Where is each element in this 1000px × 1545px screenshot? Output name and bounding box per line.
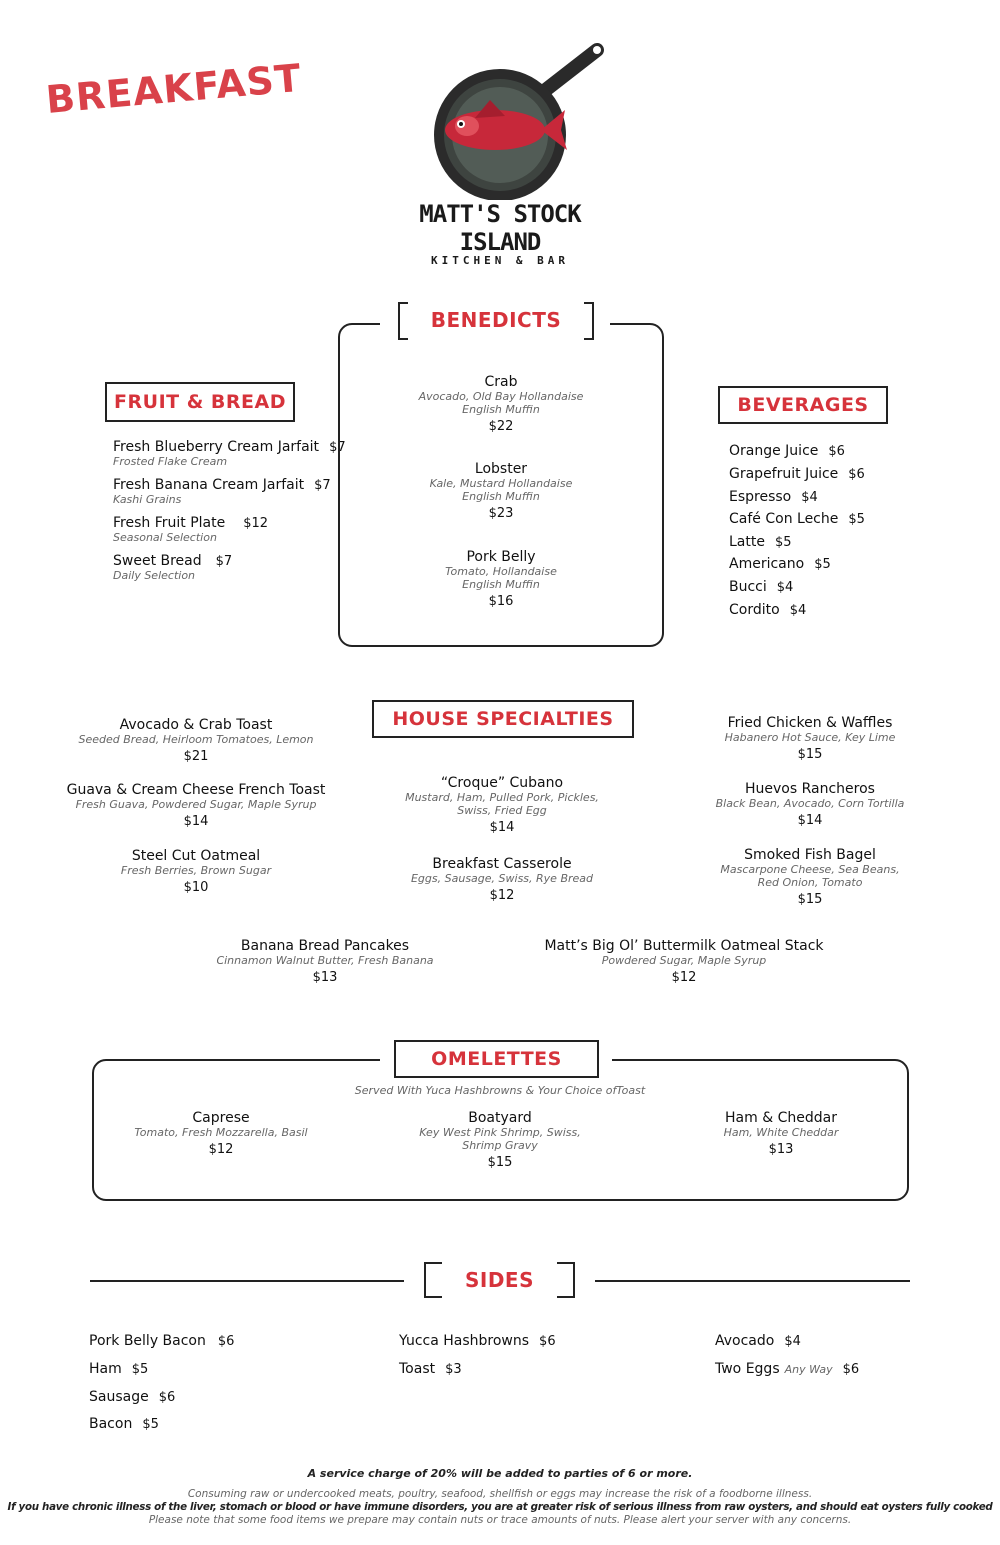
menu-item: Smoked Fish Bagel Mascarpone Cheese, Sea Beans, Red Onion, Tomato $15: [720, 847, 900, 907]
breakfast-stamp: BREAKFAST: [44, 55, 304, 122]
list-item: Espresso $4: [729, 489, 818, 505]
menu-item: Steel Cut Oatmeal Fresh Berries, Brown Sugar $10: [120, 848, 272, 895]
bracket-right: [584, 302, 594, 340]
list-item: Fresh Fruit Plate $12 Seasonal Selection: [113, 515, 269, 544]
sides-title: SIDES: [464, 1268, 534, 1292]
menu-item: “Croque” Cubano Mustard, Ham, Pulled Pork, Pickles, Swiss, Fried Egg $14: [405, 775, 599, 835]
house-specialties-heading-box: [372, 700, 634, 738]
oyster-warning: If you have chronic illness of the liver, stomach or blood or have immune disorders, you are at greater risk of serious illness from raw oysters, and should eat oysters fully cooked: [7, 1501, 993, 1513]
beverages-title: BEVERAGES: [737, 394, 869, 416]
list-item: Americano $5: [729, 556, 831, 572]
menu-item: Matt’s Big Ol’ Buttermilk Oatmeal Stack Powdered Sugar, Maple Syrup $12: [544, 938, 824, 985]
list-item: Bucci $4: [729, 579, 794, 595]
nut-warning: Please note that some food items we prepare may contain nuts or trace amounts of nuts. Please alert your server with any concerns.: [148, 1514, 852, 1526]
list-item: Fresh Banana Cream Jarfait $7 Kashi Grains: [113, 477, 331, 506]
benedicts-title: BENEDICTS: [430, 308, 562, 332]
menu-item: Avocado & Crab Toast Seeded Bread, Heirloom Tomatoes, Lemon $21: [78, 717, 314, 764]
list-item: Ham $5: [89, 1361, 149, 1377]
bracket-left: [398, 302, 408, 340]
list-item: Bacon $5: [89, 1416, 159, 1432]
skillet-logo: [425, 40, 615, 200]
menu-item: Fried Chicken & Waffles Habanero Hot Sauce, Key Lime $15: [724, 715, 896, 762]
list-item: Grapefruit Juice $6: [729, 466, 865, 482]
menu-item: Guava & Cream Cheese French Toast Fresh Guava, Powdered Sugar, Maple Syrup $14: [66, 782, 326, 829]
fruit-bread-title: FRUIT & BREAD: [114, 391, 286, 413]
menu-item: Lobster Kale, Mustard Hollandaise English Muffin $23: [429, 461, 573, 521]
menu-item: Caprese Tomato, Fresh Mozzarella, Basil $12: [134, 1110, 308, 1157]
menu-item: Crab Avocado, Old Bay Hollandaise English Muffin $22: [418, 374, 584, 434]
menu-item: Boatyard Key West Pink Shrimp, Swiss, Shrimp Gravy $15: [419, 1110, 581, 1170]
house-specialties-title: HOUSE SPECIALTIES: [392, 708, 614, 730]
divider-line: [90, 1280, 404, 1282]
list-item: Orange Juice $6: [729, 443, 845, 459]
list-item: Pork Belly Bacon $6: [89, 1333, 235, 1349]
list-item: Fresh Blueberry Cream Jarfait $7 Frosted Flake Cream: [113, 439, 346, 468]
divider-line: [595, 1280, 910, 1282]
list-item: Latte $5: [729, 534, 792, 550]
beverages-heading-box: [718, 386, 888, 424]
omelettes-title: OMELETTES: [431, 1048, 562, 1070]
menu-item: Banana Bread Pancakes Cinnamon Walnut Butter, Fresh Banana $13: [216, 938, 434, 985]
brand-subtitle: KITCHEN & BAR: [430, 254, 570, 267]
bracket-right: [557, 1262, 575, 1298]
list-item: Café Con Leche $5: [729, 511, 865, 527]
fruit-bread-heading-box: [105, 382, 295, 422]
menu-item: Pork Belly Tomato, Hollandaise English Muffin $16: [445, 549, 557, 609]
brand-name: MATT'S STOCK ISLAND: [419, 200, 581, 256]
menu-item: Huevos Rancheros Black Bean, Avocado, Corn Tortilla $14: [715, 781, 905, 828]
omelettes-subtitle: Served With Yuca Hashbrowns & Your Choice ofToast: [354, 1084, 646, 1097]
brand-logo: [380, 200, 620, 267]
menu-item: Breakfast Casserole Eggs, Sausage, Swiss, Rye Bread $12: [410, 856, 593, 903]
bracket-left: [424, 1262, 442, 1298]
list-item: Avocado $4: [715, 1333, 801, 1349]
list-item: Two Eggs Any Way $6: [715, 1361, 860, 1377]
list-item: Sweet Bread $7 Daily Selection: [113, 553, 233, 582]
list-item: Toast $3: [399, 1361, 462, 1377]
raw-food-warning: Consuming raw or undercooked meats, poultry, seafood, shellfish or eggs may increase the risk of a foodborne illness.: [187, 1488, 813, 1500]
menu-item: Ham & Cheddar Ham, White Cheddar $13: [723, 1110, 839, 1157]
list-item: Cordito $4: [729, 602, 807, 618]
list-item: Sausage $6: [89, 1389, 176, 1405]
list-item: Yucca Hashbrowns $6: [399, 1333, 556, 1349]
service-charge-note: A service charge of 20% will be added to parties of 6 or more.: [307, 1467, 693, 1480]
omelettes-heading-box: [394, 1040, 599, 1078]
